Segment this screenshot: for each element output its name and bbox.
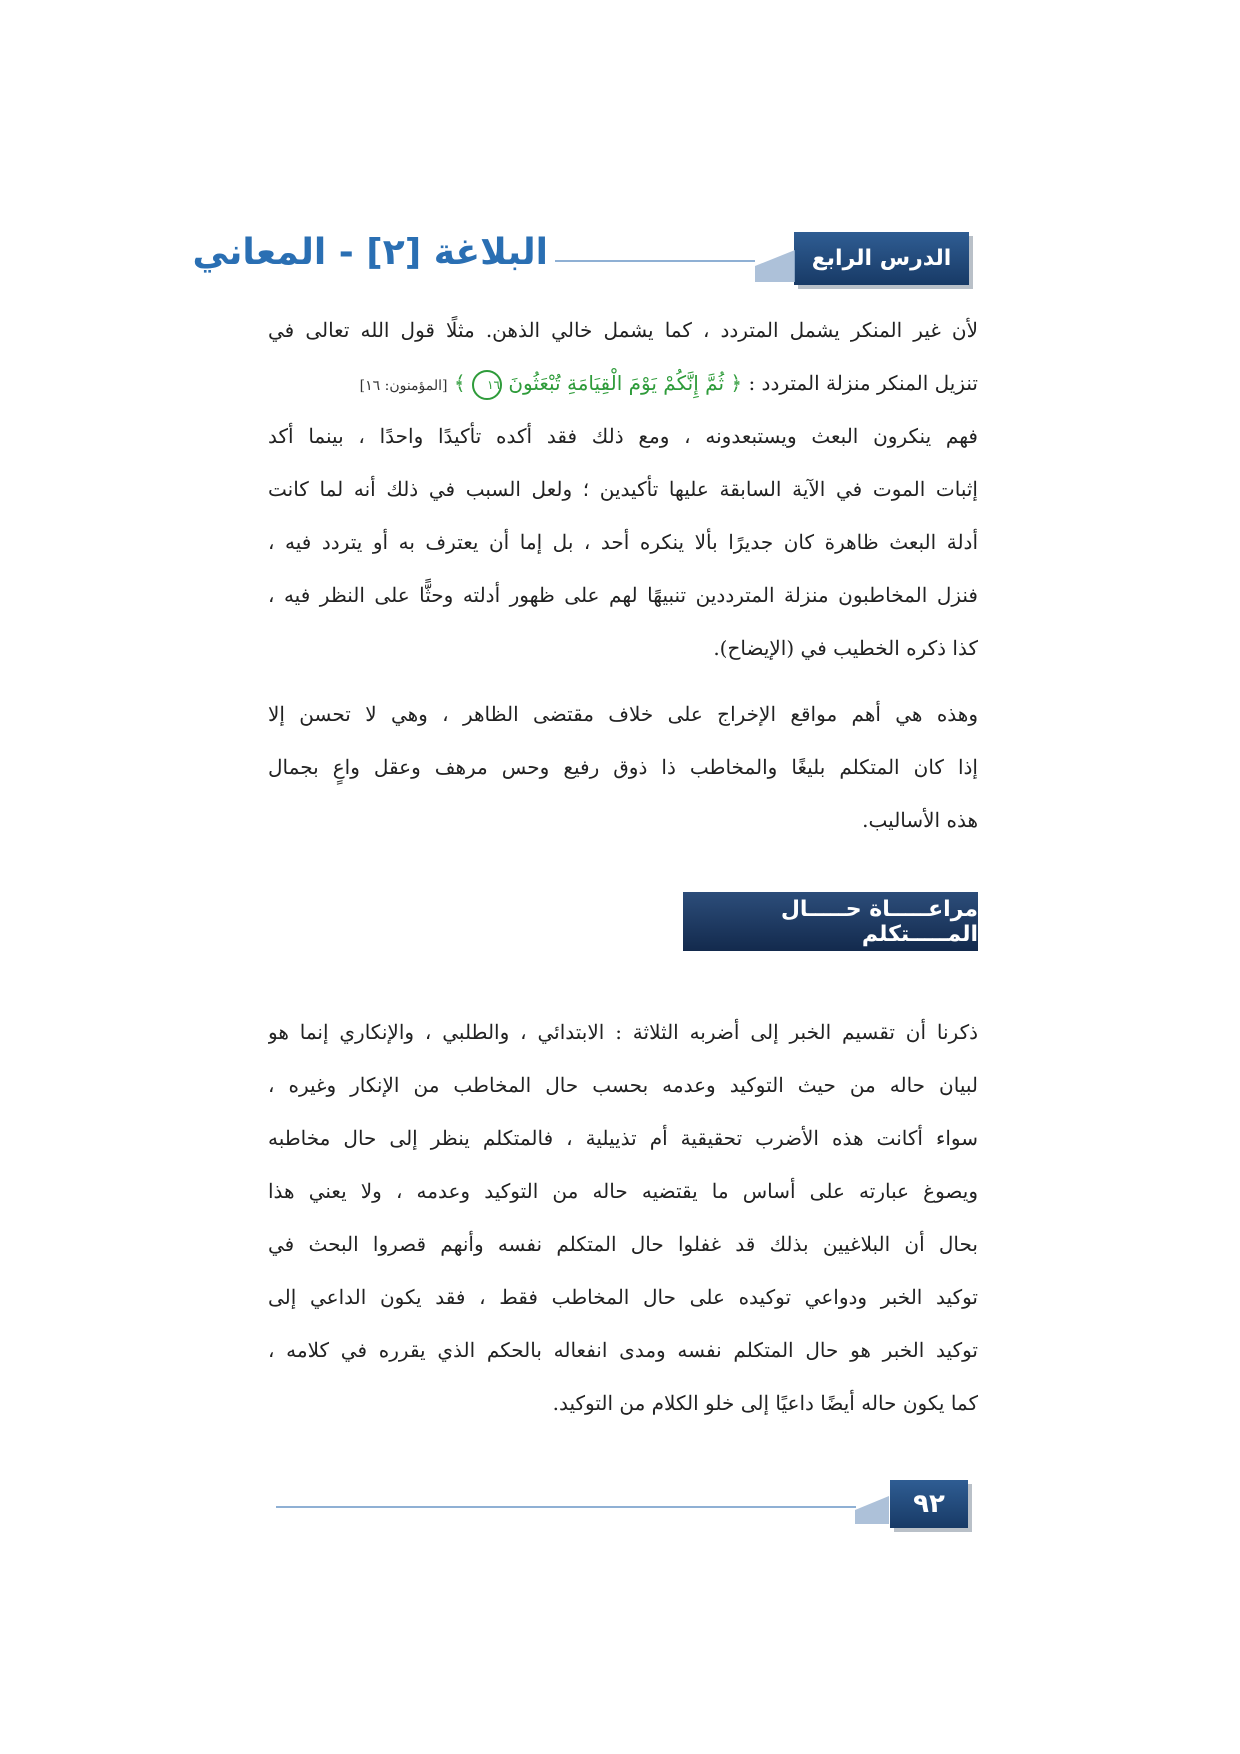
paragraph-3	[268, 1006, 978, 1430]
text-line: بحال أن البلاغيين بذلك قد غفلوا حال المتكلم نفسه وأنهم قصروا البحث في	[268, 1232, 978, 1256]
header-decorative-wedge	[755, 250, 795, 282]
text-line: إثبات الموت في الآية السابقة عليها تأكيدين ؛ ولعل السبب في ذلك أنه لما كانت	[268, 477, 978, 501]
footer-rule	[276, 1506, 856, 1508]
text-line: توكيد الخبر ودواعي توكيده على حال المخاطب فقط ، فقد يكون الداعي إلى	[268, 1285, 978, 1309]
book-title: البلاغة [٢] - المعاني	[192, 232, 548, 273]
text-line: هذه الأساليب.	[862, 808, 978, 832]
verse-close-bracket: ﴾	[453, 371, 466, 395]
section-heading: مراعـــــاة حـــــال المـــــتكلم	[780, 896, 978, 947]
text-line: أدلة البعث ظاهرة كان جديرًا بألا ينكره أحد ، بل إما أن يعترف به أو يتردد فيه ،	[268, 530, 978, 554]
verse-line	[268, 357, 978, 410]
text-line: كذا ذكره الخطيب في (الإيضاح).	[713, 636, 978, 660]
lesson-label-badge	[794, 232, 969, 285]
page-number: ٩٢	[913, 1489, 945, 1519]
text-line: فنزل المخاطبون منزلة المترددين تنبيهًا لهم على ظهور أدلته وحثًّا على النظر فيه ،	[268, 583, 978, 607]
text-line: توكيد الخبر هو حال المتكلم نفسه ومدى انفعاله بالحكم الذي يقرره في كلامه ،	[268, 1338, 978, 1362]
text-line: لبيان حاله من حيث التوكيد وعدمه بحسب حال المخاطب من الإنكار وغيره ،	[268, 1073, 978, 1097]
page-number-badge	[890, 1480, 968, 1528]
text-line: لأن غير المنكر يشمل المتردد ، كما يشمل خالي الذهن. مثلًا قول الله تعالى في	[268, 318, 978, 342]
text-line: فهم ينكرون البعث ويستبعدونه ، ومع ذلك فقد أكده تأكيدًا واحدًا ، بينما أكد	[268, 424, 978, 448]
header-rule	[555, 260, 755, 262]
section-heading-badge	[683, 892, 978, 951]
lesson-label: الدرس الرابع	[811, 246, 952, 271]
quran-verse: ثُمَّ إِنَّكُمْ يَوْمَ الْقِيَامَةِ تُبْعَثُونَ	[508, 371, 725, 395]
text-line: كما يكون حاله أيضًا داعيًا إلى خلو الكلام من التوكيد.	[552, 1391, 978, 1415]
text-line: ويصوغ عبارته على أساس ما يقتضيه حاله من التوكيد وعدمه ، ولا يعني هذا	[268, 1179, 978, 1203]
text-line: وهذه هي أهم مواقع الإخراج على خلاف مقتضى الظاهر ، وهي لا تحسن إلا	[268, 702, 978, 726]
verse-open-bracket: ﴿	[730, 371, 743, 395]
paragraph-2	[268, 688, 978, 847]
text-line: سواء أكانت هذه الأضرب تحقيقية أم تذييلية ، فالمتكلم ينظر إلى حال مخاطبه	[268, 1126, 978, 1150]
paragraph-1	[268, 304, 978, 675]
verse-number-badge: ١٦	[472, 370, 502, 400]
verse-reference: [المؤمنون: ١٦]	[359, 378, 448, 394]
text-line: إذا كان المتكلم بليغًا والمخاطب ذا ذوق رفيع وحس مرهف وعقل واعٍ بجمال	[268, 755, 978, 779]
footer-decorative-wedge	[855, 1496, 889, 1524]
text-line: ذكرنا أن تقسيم الخبر إلى أضربه الثلاثة : الابتدائي ، والطلبي ، والإنكاري إنما هو	[268, 1020, 978, 1044]
verse-intro: تنزيل المنكر منزلة المتردد :	[748, 371, 978, 395]
